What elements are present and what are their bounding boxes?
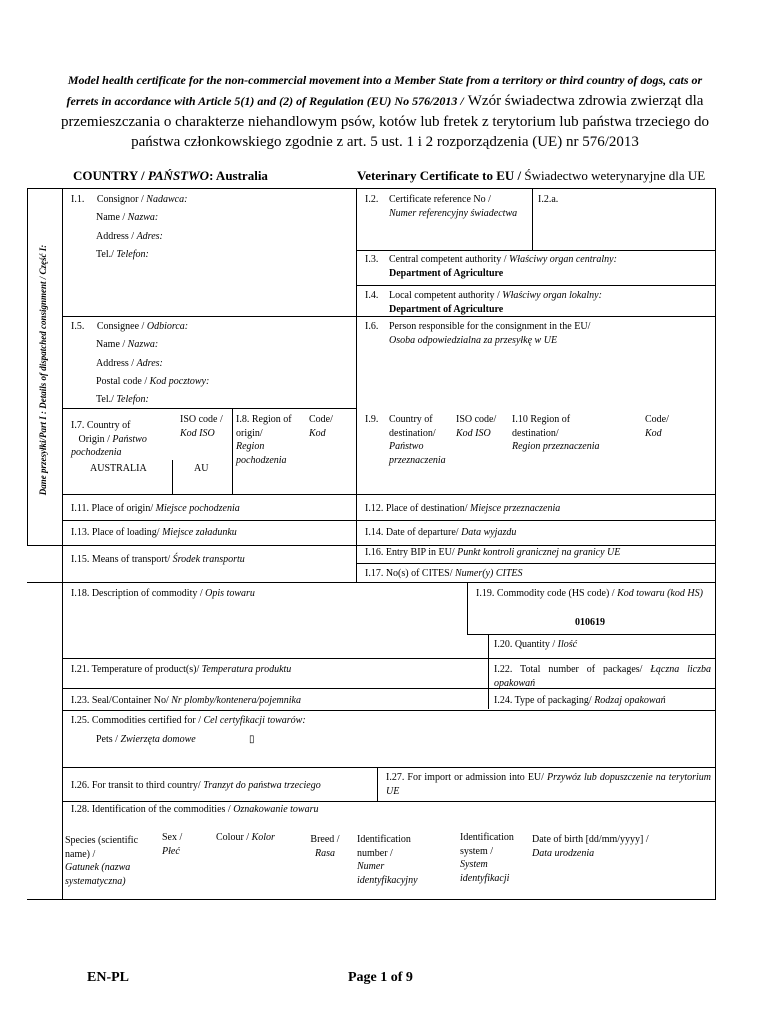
i25-pets-checkbox[interactable]: ▯	[249, 734, 255, 745]
i28-col-colour: Colour / Kolor	[216, 832, 275, 843]
i20-quantity[interactable]: I.20. Quantity / Ilość	[494, 639, 578, 650]
divider	[467, 582, 468, 634]
i5-telephone[interactable]: Tel./ Telefon:	[96, 394, 149, 405]
i10-region-of-destination: I.10 Region of destination/ Region przeznaczenia	[512, 414, 600, 452]
i2a-divider	[532, 188, 533, 250]
i5-postal-code[interactable]: Postal code / Kod pocztowy:	[96, 376, 210, 387]
i3-value: Department of Agriculture	[389, 267, 504, 279]
i26-transit-third-country[interactable]: I.26. For transit to third country/ Tranzyt do państwa trzeciego	[71, 780, 321, 791]
i9-iso-code: ISO code/ Kod ISO	[456, 414, 497, 439]
i13-place-of-loading[interactable]: I.13. Place of loading/ Miejsce załadunku	[71, 527, 237, 538]
i25-pets-option: Pets / Zwierzęta domowe	[96, 734, 196, 745]
country-header	[73, 168, 268, 184]
vet-label: Veterinary Certificate to EU /	[357, 168, 522, 183]
part1-side-label: Dane przesyłki/Part I : Details of dispatched consignment / Część I:	[38, 244, 48, 496]
divider	[377, 767, 378, 801]
i1-address[interactable]: Address / Adres:	[96, 231, 163, 242]
i27-import-admission[interactable]: I.27. For import or admission into EU/ Przywóz lub dopuszczenie na terytorium UE	[386, 772, 712, 797]
divider	[62, 408, 356, 409]
middle-line	[356, 188, 357, 582]
footer-language: EN-PL	[87, 970, 129, 985]
outer-left-line	[27, 188, 28, 546]
i4-local-authority: Local competent authority / Właściwy organ lokalny: Department of Agriculture	[389, 290, 602, 315]
i21-temperature[interactable]: I.21. Temperature of product(s)/ Temperatura produktu	[71, 664, 292, 675]
country-label-pl: PAŃSTWO	[147, 168, 210, 183]
i5-address[interactable]: Address / Adres:	[96, 358, 163, 369]
i7-iso-value: AU	[194, 463, 209, 474]
i4-value: Department of Agriculture	[389, 303, 504, 315]
i16-entry-bip[interactable]: I.16. Entry BIP in EU/ Punkt kontroli granicznej na granicy UE	[365, 547, 621, 558]
i28-col-date-of-birth: Date of birth [dd/mm/yyyy] / Data urodzenia	[532, 834, 649, 859]
divider	[27, 582, 716, 583]
divider	[62, 658, 716, 659]
i28-col-breed: Breed / Rasa	[310, 834, 340, 859]
divider	[62, 494, 716, 495]
i6-person-responsible[interactable]: Person responsible for the consignment in the EU/ Osoba odpowiedzialna za przesyłkę w UE	[389, 321, 591, 346]
divider	[232, 408, 233, 494]
divider	[62, 316, 716, 317]
divider	[467, 634, 716, 635]
i8-code: Code/ Kod	[309, 414, 333, 439]
i28-col-sex: Sex / Płeć	[162, 832, 183, 857]
divider	[62, 801, 716, 802]
i23-seal-container[interactable]: I.23. Seal/Container No/ Nr plomby/kontenera/pojemnika	[71, 695, 301, 706]
i3-central-authority: Central competent authority / Właściwy organ centralny: Department of Agriculture	[389, 254, 617, 279]
i10-code: Code/ Kod	[645, 414, 669, 439]
divider	[488, 634, 489, 709]
i7-country-value: AUSTRALIA	[90, 463, 147, 474]
i28-col-species: Species (scientific name) / Gatunek (nazwa systematyczna)	[65, 835, 139, 887]
i2-certificate-reference[interactable]: Certificate reference No / Numer referencyjny świadectwa	[389, 194, 518, 219]
divider	[356, 250, 716, 251]
footer-page-number: Page 1 of 9	[348, 970, 413, 985]
i2-number: I.2.	[365, 194, 379, 205]
i28-identification: I.28. Identification of the commodities / Oznakowanie towaru	[71, 804, 319, 815]
i24-type-of-packaging[interactable]: I.24. Type of packaging/ Rodzaj opakowań	[494, 695, 666, 706]
divider	[356, 563, 716, 564]
i28-col-id-system: Identification system / System identyfikacji	[460, 832, 514, 884]
i9-country-of-destination: Country of destination/ Państwo przeznaczenia	[389, 414, 446, 466]
i14-date-of-departure[interactable]: I.14. Date of departure/ Data wyjazdu	[365, 527, 517, 538]
i11-place-of-origin[interactable]: I.11. Place of origin/ Miejsce pochodzenia	[71, 503, 240, 514]
i7-iso-code: ISO code / Kod ISO	[180, 414, 223, 439]
certificate-title	[55, 70, 715, 153]
i18-description-of-commodity[interactable]: I.18. Description of commodity / Opis towaru	[71, 588, 255, 599]
divider	[356, 285, 716, 286]
title-polish: Wzór świadectwa zdrowia zwierząt dla przemieszczania o charakterze niehandlowym psów, kotów lub fretek z terytorium lub państwa trzeciego do państwa członkowskiego zgodnie z art. 5 ust. 1 i 2 rozporządzenia (UE) nr 576/2013	[61, 92, 709, 151]
i2a-field[interactable]: I.2.a.	[538, 194, 559, 205]
divider	[62, 767, 716, 768]
right-line	[715, 188, 716, 900]
i17-cites-numbers[interactable]: I.17. No(s) of CITES/ Numer(y) CITES	[365, 568, 523, 579]
i19-value: 010619	[575, 617, 605, 628]
divider	[62, 710, 716, 711]
i1-consignor: I.1. Consignor / Nadawca:	[71, 194, 188, 205]
i1-name[interactable]: Name / Nazwa:	[96, 212, 159, 223]
i4-number: I.4.	[365, 290, 379, 301]
i22-total-packages[interactable]: I.22. Total number of packages/ Łączna liczba opakowań	[494, 664, 712, 689]
i12-place-of-destination[interactable]: I.12. Place of destination/ Miejsce przeznaczenia	[365, 503, 561, 514]
country-label: COUNTRY /	[73, 168, 145, 183]
i15-means-of-transport[interactable]: I.15. Means of transport/ Środek transportu	[71, 554, 245, 565]
divider	[62, 520, 716, 521]
i6-number: I.6.	[365, 321, 379, 332]
divider	[27, 899, 716, 900]
i28-col-id-number: Identification number / Numer identyfikacyjny	[357, 834, 418, 886]
i8-region-of-origin: I.8. Region of origin/ Region pochodzenia	[236, 414, 292, 466]
i1-telephone[interactable]: Tel./ Telefon:	[96, 249, 149, 260]
i9-number: I.9.	[365, 414, 379, 425]
i5-consignee: I.5. Consignee / Odbiorca:	[71, 321, 189, 332]
i19-commodity-code: I.19. Commodity code (HS code) / Kod towaru (kod HS)	[476, 588, 703, 599]
vet-certificate-header	[357, 168, 705, 184]
divider	[172, 460, 173, 494]
i5-name[interactable]: Name / Nazwa:	[96, 339, 159, 350]
i3-number: I.3.	[365, 254, 379, 265]
top-line	[27, 188, 716, 189]
vet-label-pl: Świadectwo weterynaryjne dla UE	[524, 168, 706, 183]
inner-left-line	[62, 188, 63, 900]
i25-commodities-certified: I.25. Commodities certified for / Cel certyfikacji towarów:	[71, 715, 306, 726]
country-value: : Australia	[209, 168, 268, 183]
title-english: Model health certificate for the non-commercial movement into a Member State from a territory or third country of dogs, cats or ferrets in accordance with Article 5(1) and (2) of Regulation (EU) No 576/2013 /	[66, 73, 703, 108]
i7-country-of-origin: I.7. Country of Origin / Państwo pochodzenia	[71, 420, 147, 458]
